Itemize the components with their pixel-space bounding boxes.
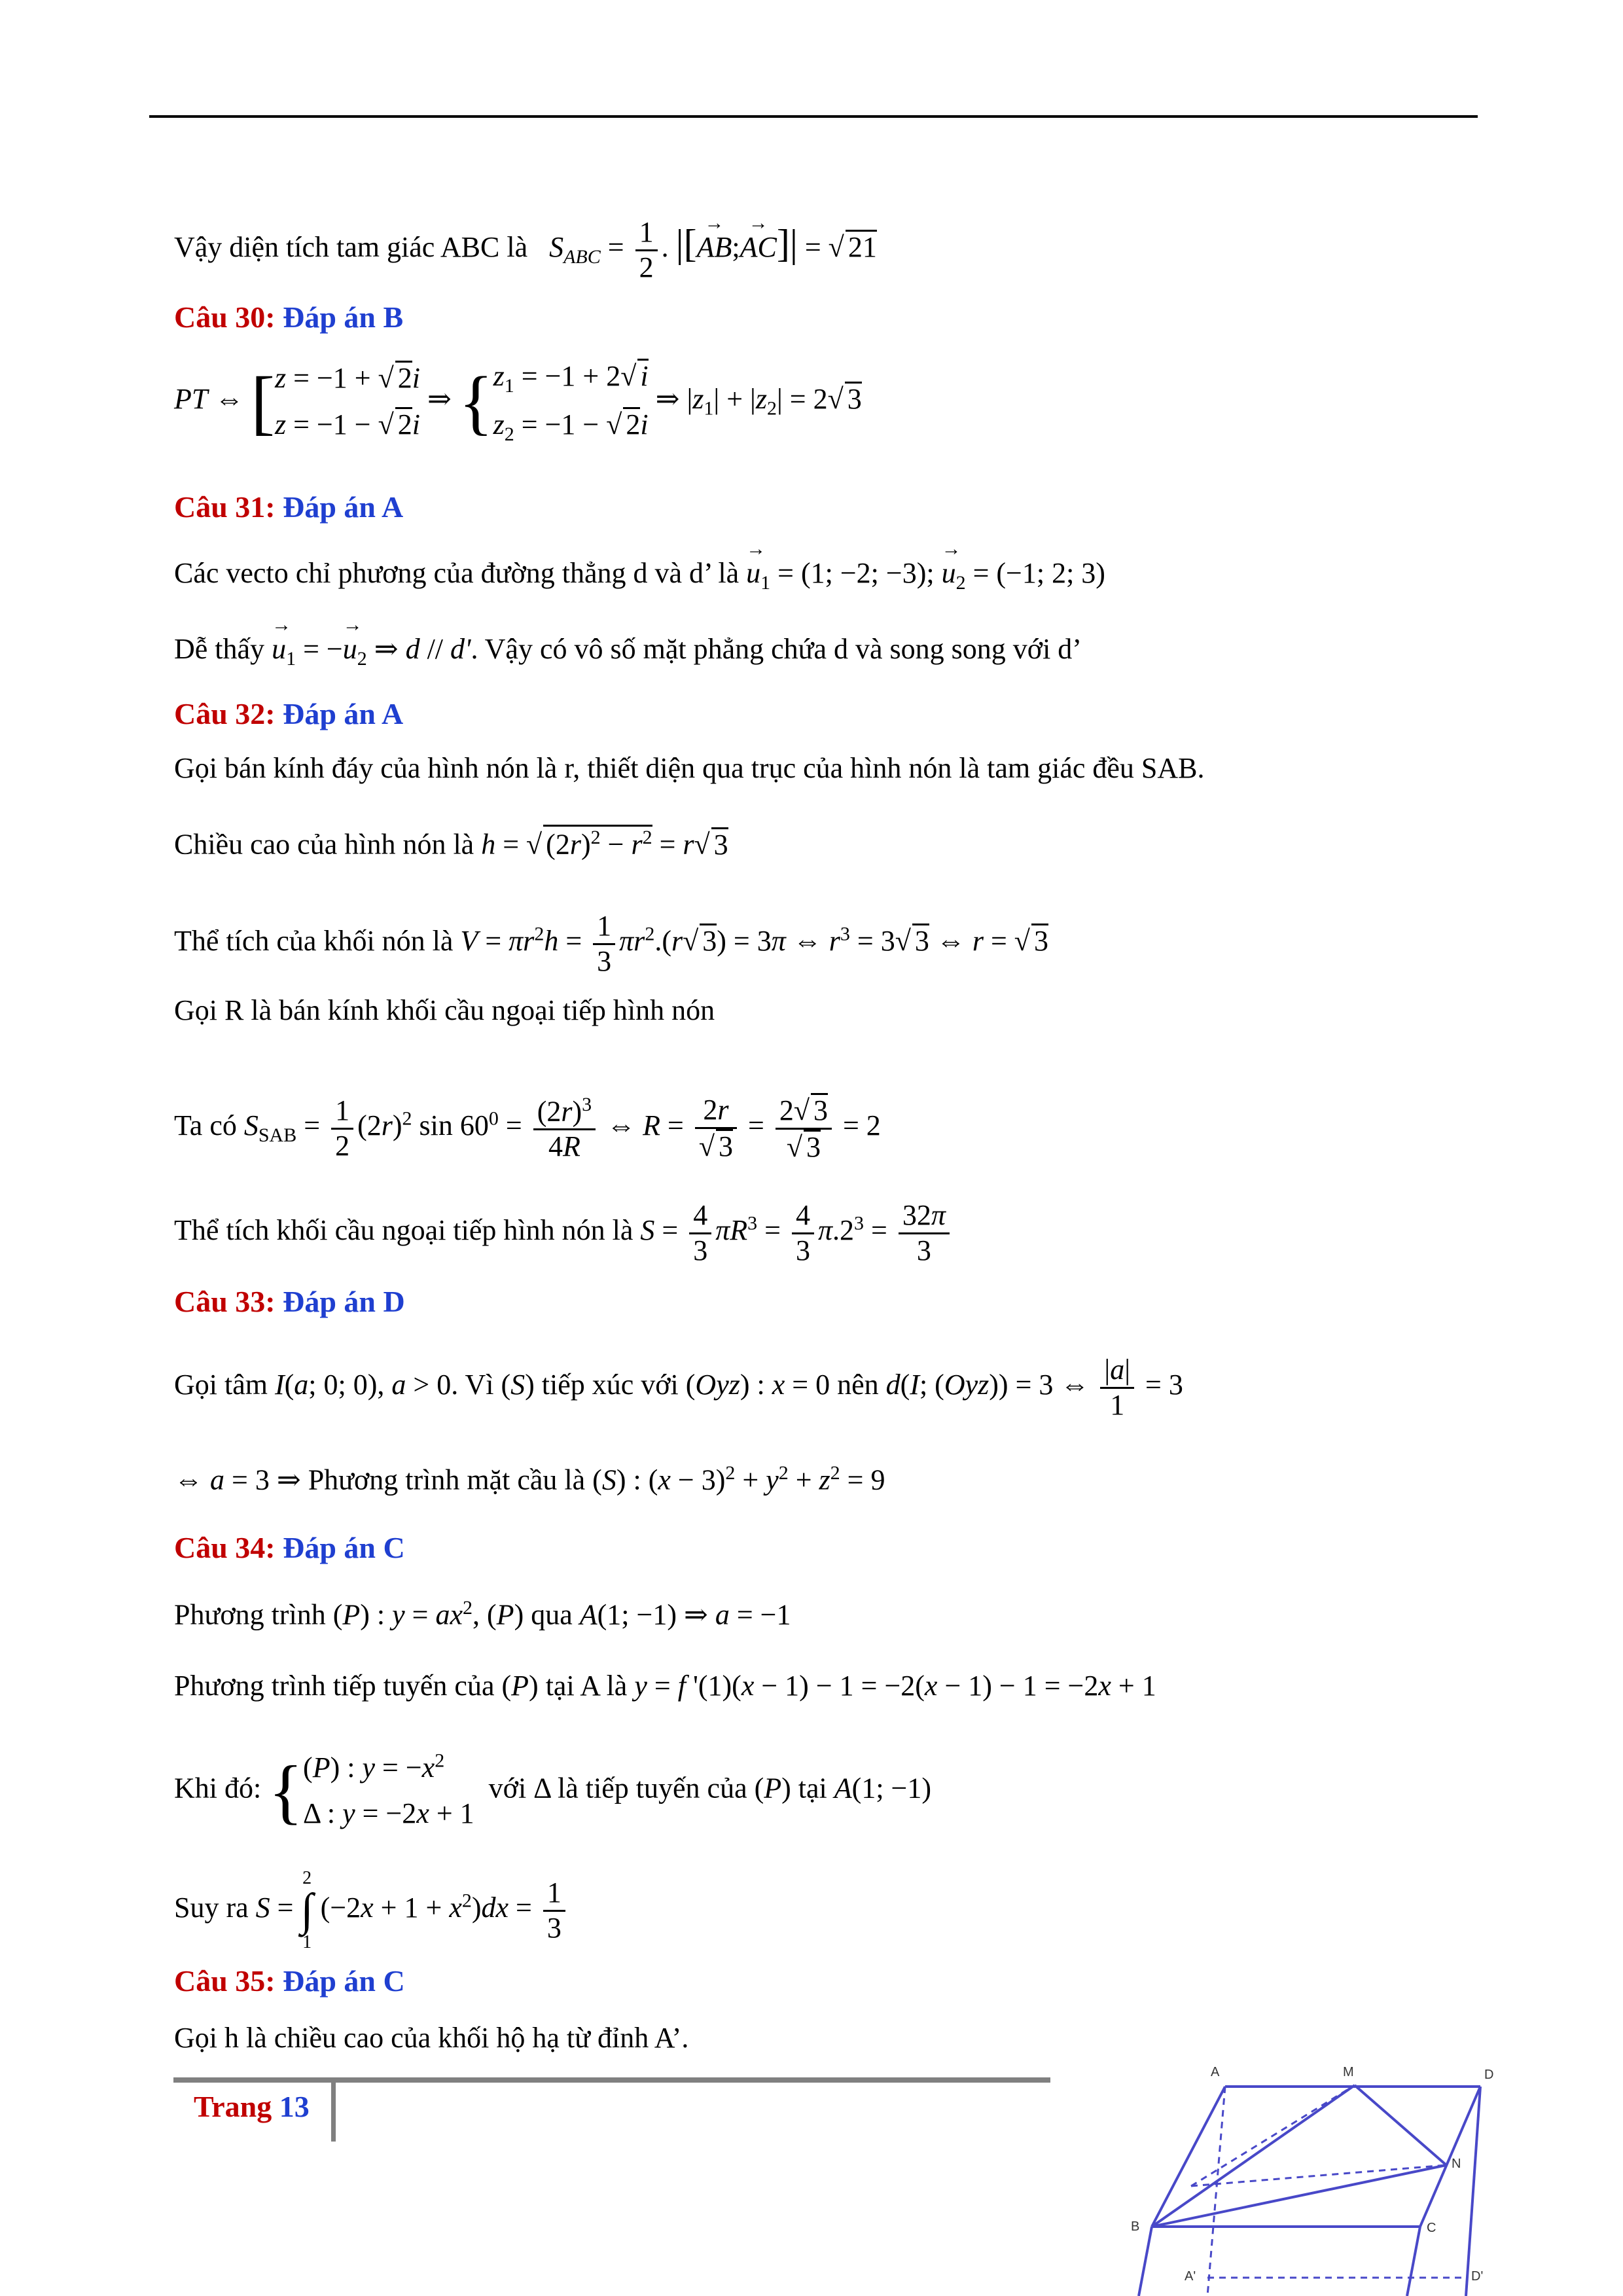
question-32-line1: Gọi bán kính đáy của hình nón là r, thiết diện qua trục của hình nón là tam giác đều SAB.	[174, 752, 1205, 784]
dashed-segment-2	[1191, 2165, 1446, 2186]
label-c: C	[1427, 2221, 1436, 2235]
label-d-prime: D'	[1471, 2269, 1484, 2284]
label-n: N	[1452, 2157, 1461, 2171]
question-32-line2: Chiều cao của hình nón là h = √ $(2r)^2 - r^2 = r√$ 3	[174, 825, 728, 861]
label-m: M	[1343, 2065, 1354, 2079]
label-a-prime: A'	[1185, 2269, 1196, 2284]
parallelepiped-figure	[1113, 2022, 1505, 2296]
question-34-line2: Phương trình tiếp tuyến của (P) tại A là y = f '(1)(x − 1) − 1 = −2(x − 1) − 1 = −2x + 1	[174, 1670, 1156, 1702]
label-b: B	[1131, 2219, 1140, 2234]
question-32-heading: Câu 32: Đáp án A	[174, 697, 404, 730]
edge-bb	[1139, 2227, 1152, 2296]
question-32-line4: Gọi R là bán kính khối cầu ngoại tiếp hình nón	[174, 994, 715, 1026]
header-rule	[149, 115, 1478, 118]
text-line-area: Vậy diện tích tam giác ABC là $S_{ABC}$ = $\frac{1}{2}$ . |[→ AB;→ AC]| = √ 21	[174, 216, 877, 284]
label-a: A	[1211, 2065, 1220, 2079]
dashed-segment-1	[1191, 2085, 1355, 2186]
question-34-line4: Suy ra S = 2 ∫ 1 $(-2x + 1 + x^2)dx$ = $\frac{1}{3}$	[174, 1869, 569, 1952]
question-35-line1: Gọi h là chiều cao của khối hộ hạ từ đỉnh A’.	[174, 2022, 689, 2054]
question-32-line6: Thể tích khối cầu ngoại tiếp hình nón là S = $\frac{4}{3}$ $\pi R^3$ = $\frac{4}{3}$ $\pi.2^3$ = $\frac{32\pi}{3}$	[174, 1199, 954, 1267]
page-number: Trang 13	[194, 2090, 310, 2123]
edge-cc	[1407, 2227, 1420, 2296]
question-33-line1: Gọi tâm I(a; 0; 0), a > 0. Vì (S) tiếp xúc với (Oyz) : x = 0 nên d(I; (Oyz)) = 3 ⇔ $\frac{|a|}{1}$ = 3	[174, 1354, 1183, 1421]
question-31-line2: Dễ thấy → $u_1$ = −→ $u_2$ ⇒ d // d'. Vậy có vô số mặt phẳng chứa d và song song với d’	[174, 630, 1082, 669]
question-32-line5: Ta có $S_{SAB}$ = $\frac{1}{2}$ $(2r)^2$ $\sin 60^0$ = $\frac{(2r)^3}{4R}$ ⇔ R = $\frac{2r}{√ 3}$ = $\frac{2√ 3}{√ 3}$ = 2	[174, 1093, 881, 1163]
question-32-line3: Thể tích của khối nón là $V = \pi r^2h$ = $\frac{1}{3}$ $\pi r^2.(r√$ 3) = 3π ⇔ $r^3 = 3√$ 3 ⇔ r = √ 3	[174, 910, 1048, 977]
label-d: D	[1484, 2068, 1494, 2082]
question-34-line1: Phương trình (P) : $y = ax^2$, (P) qua A(1; −1) ⇒ a = −1	[174, 1597, 791, 1631]
footer-rule	[173, 2077, 1050, 2083]
question-34-line3: Khi đó: { (P) : $y = -x^2$ Δ : y = −2x + 1 với Δ là tiếp tuyến của (P) tại A(1; −1)	[174, 1749, 932, 1831]
question-33-heading: Câu 33: Đáp án D	[174, 1285, 405, 1318]
question-34-heading: Câu 34: Đáp án C	[174, 1531, 405, 1564]
question-30-heading: Câu 30: Đáp án B	[174, 300, 404, 334]
question-33-line2: ⇔ a = 3 ⇒ Phương trình mặt cầu là (S) : $(x - 3)^2 + y^2 + z^2 = 9$	[174, 1462, 885, 1496]
question-31-heading: Câu 31: Đáp án A	[174, 490, 404, 524]
footer-divider	[331, 2083, 336, 2142]
question-30-equation: PT ⇔ [ z = −1 + √ 2i z = −1 − √ 2i ⇒ { $z_1 = -1 + 2√$ i $z_2 = -1$ − √ 2i ⇒ $|z_1| + |z_2| = 2√$ 3	[174, 360, 862, 445]
question-31-line1: Các vecto chỉ phương của đường thẳng d và d’ là → $u_1 = (1$; −2; −3); → $u_2 = (-1$; 2; 3)	[174, 554, 1105, 593]
segment-mn	[1355, 2085, 1446, 2165]
question-35-heading: Câu 35: Đáp án C	[174, 1964, 405, 1998]
